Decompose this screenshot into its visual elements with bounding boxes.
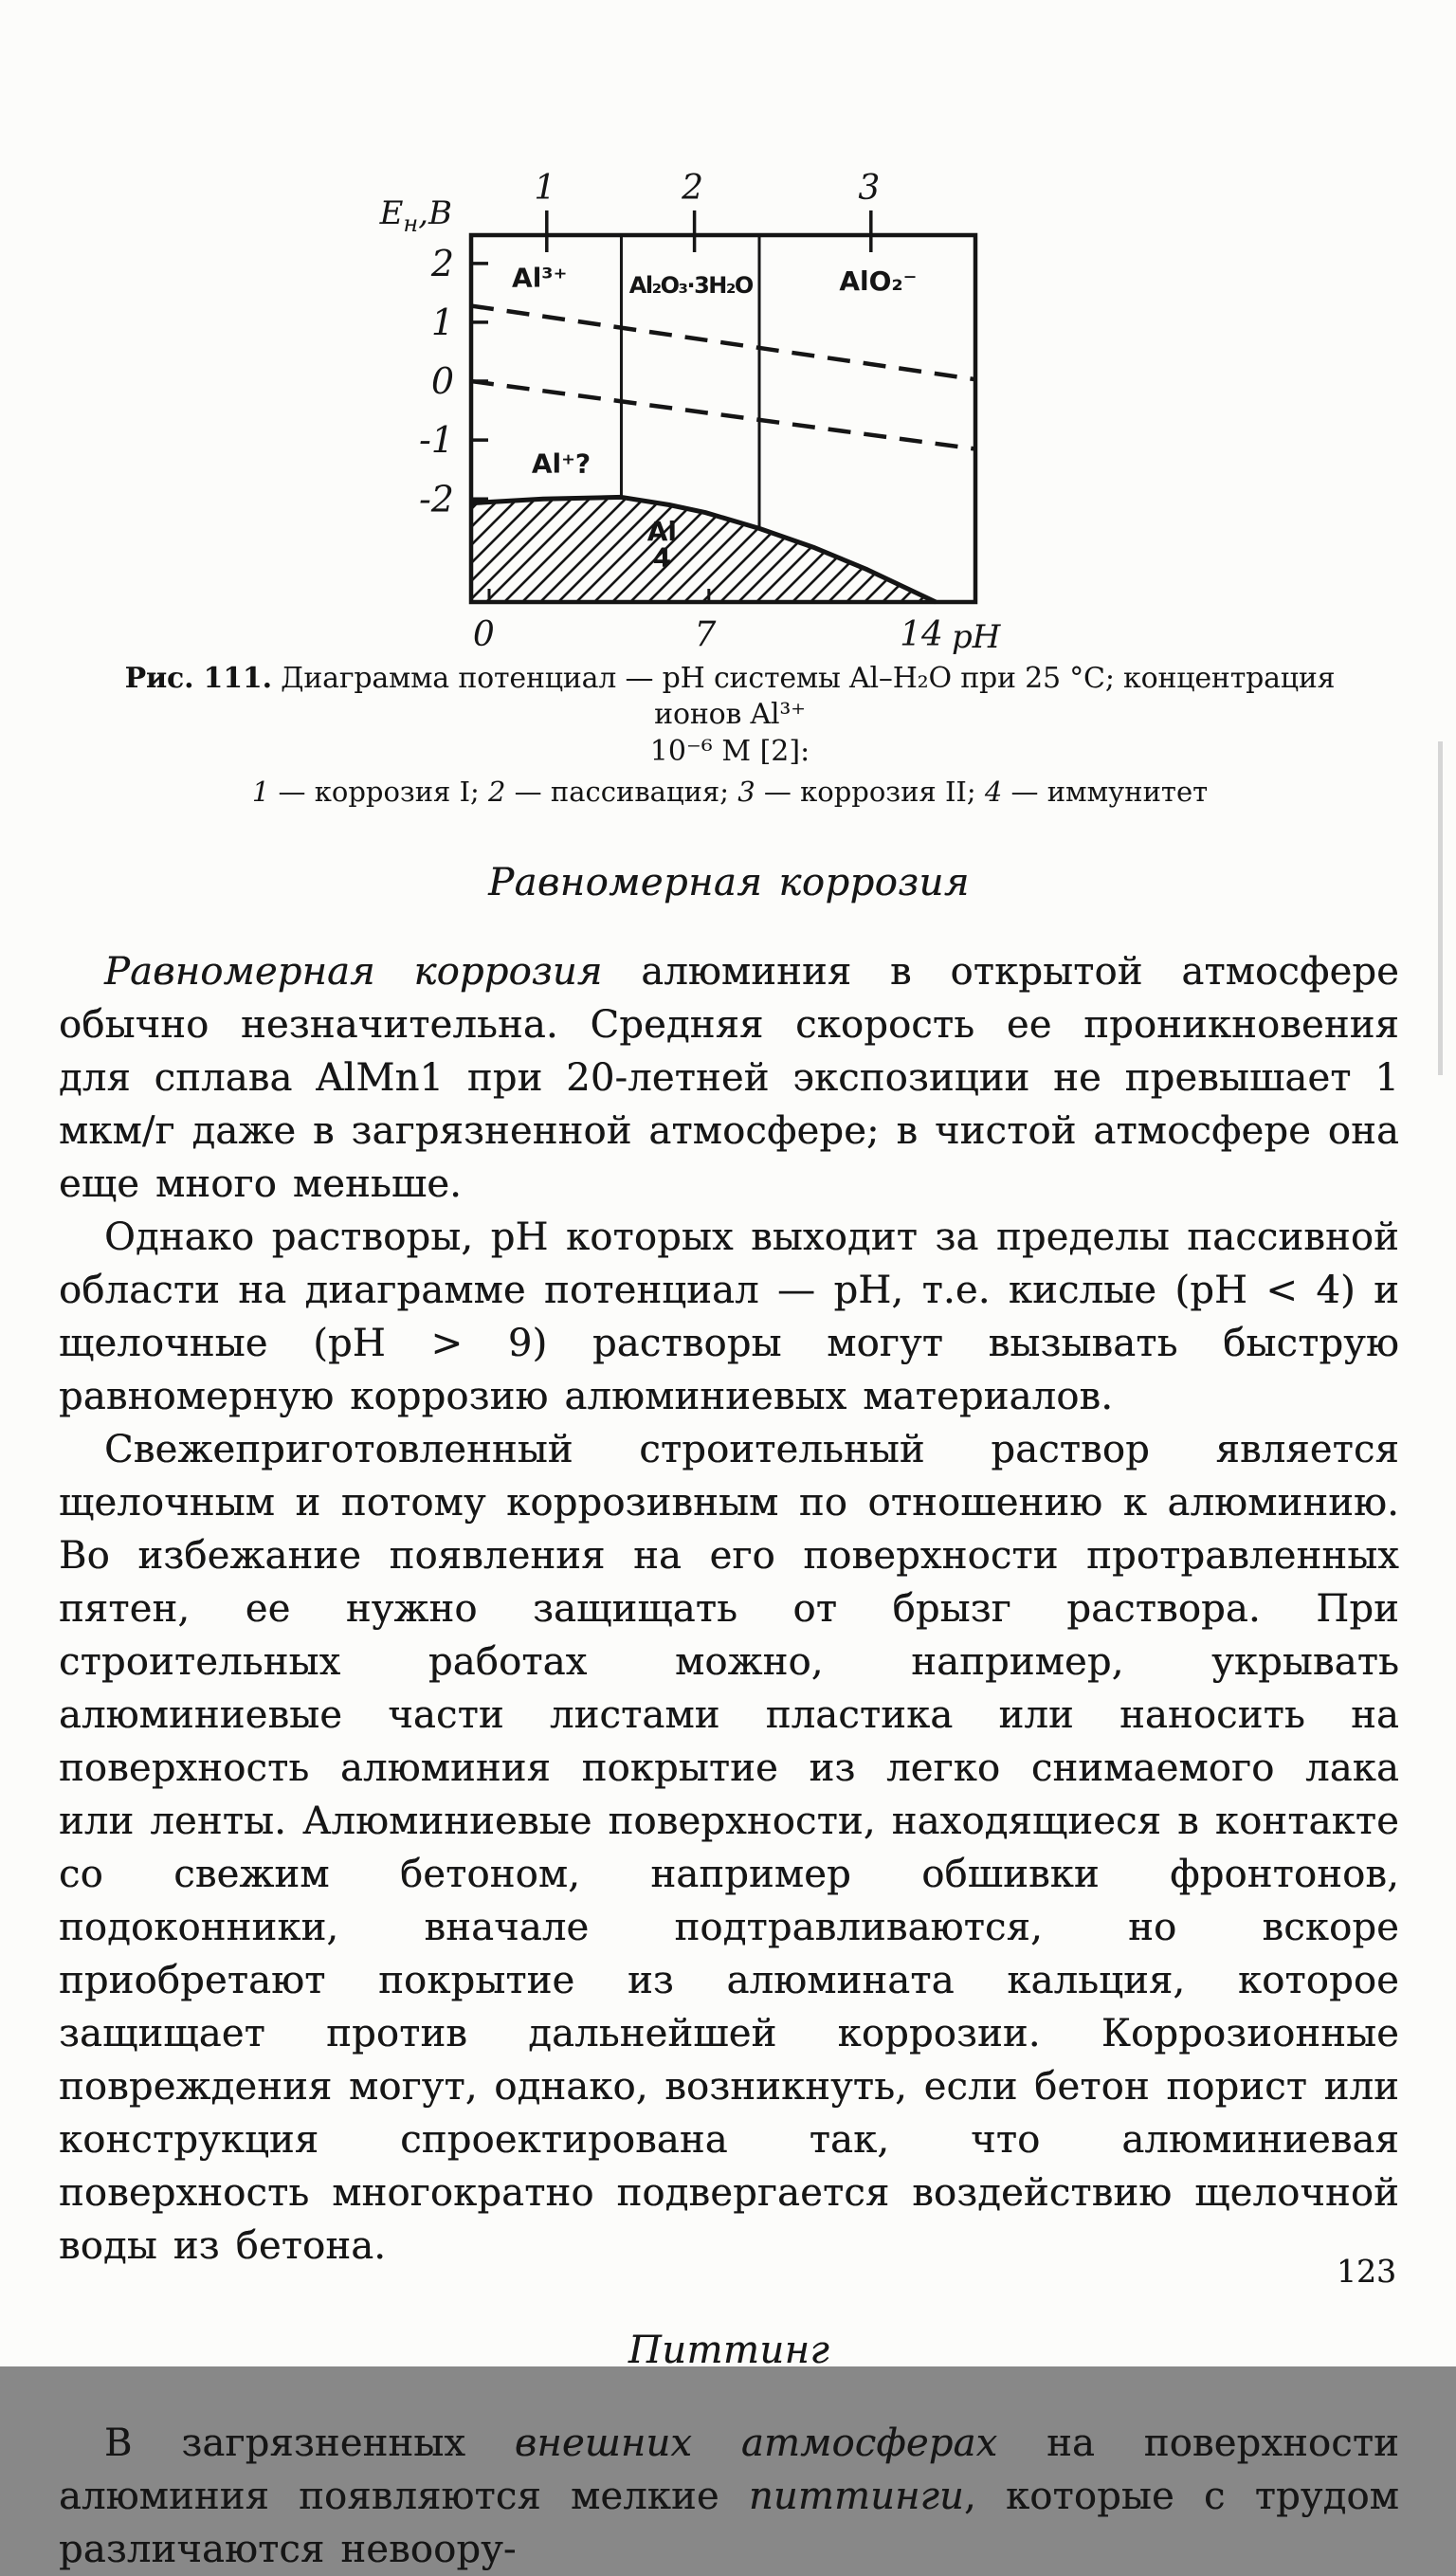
section-heading-pitting: Питтинг — [628, 2329, 830, 2372]
dashed-equilibrium-line — [471, 306, 975, 380]
page-number: 123 — [1337, 2253, 1396, 2290]
figure-caption-legend: 1 — коррозия I; 2 — пассивация; 3 — коррозия II; 4 — иммунитет — [251, 776, 1209, 808]
region-label: Al₂O₃·3H₂O — [628, 271, 753, 299]
body-paragraph: Равномерная коррозия алюминия в открытой атмосфере обычно незначительна. Средняя скорость ее проникновения для сплава AlMn1 при 20-летней экспозиции не превышает 1 мкм/г даже в загрязненной атмосфере; в чистой атмосфере она еще много меньше. — [59, 950, 1399, 1206]
x-tick-label: 0 — [472, 615, 495, 654]
y-tick-label: 2 — [430, 242, 454, 284]
potential-ph-diagram — [258, 164, 1064, 695]
body-paragraph: Свежеприготовленный строительный раствор является щелочным и потому коррозивным по отношению к алюминию. Во избежание появления на его поверхности протравленных пятен, ее нужно защищать от брызг раствора. При строительных работах можно, например, укрывать алюминиевые части листами пластика или наносить на поверхность алюминия покрытие из легко снимаемого лака или ленты. Алюминиевые поверхности, находящиеся в контакте со свежим бетоном, например обшивки фронтонов, подоконники, вначале подтравливаются, но вскоре приобретают покрытие из алюмината кальция, которое защищает против дальнейшей коррозии. Коррозионные повреждения могут, однако, возникнуть, если бетон порист или конструкция спроектирована так, что алюминиевая поверхность многократно подвергается воздействию щелочной воды из бетона. — [59, 1428, 1399, 2268]
dashed-equilibrium-line — [471, 381, 975, 448]
region-label: Al — [646, 515, 678, 547]
x-axis-label: pH — [952, 618, 1001, 656]
section-heading-uniform-corrosion: Равномерная коррозия — [488, 861, 970, 904]
region-label: AlO₂⁻ — [839, 265, 918, 297]
x-tick-label: 7 — [694, 615, 717, 654]
region-label: Al⁺? — [531, 448, 592, 480]
region-label: 4 — [652, 541, 672, 574]
region-label: Al³⁺ — [512, 262, 568, 294]
y-tick-label: 0 — [430, 360, 454, 403]
figure-caption — [83, 661, 1376, 809]
x-tick-label: 14 — [900, 615, 943, 654]
figure-111 — [258, 164, 1064, 695]
body-paragraph: Однако растворы, pH которых выходит за пределы пассивной области на диаграмме потенциал — pH, т.е. кислые (pH < 4) и щелочные (pH > 9) растворы могут вызывать быструю равномерную коррозию алюминиевых материалов. — [59, 1215, 1399, 1418]
y-tick-label: -2 — [418, 478, 454, 521]
page-body — [59, 856, 1399, 2576]
zone-number-label: 1 — [534, 169, 556, 208]
figure-caption-title: Рис. 111. Диаграмма потенциал — pH системы Al–H₂O при 25 °С; концентрация ионов Al³⁺ — [124, 662, 1336, 731]
body-paragraph: В загрязненных внешних атмосферах на поверхности алюминия появляются мелкие питтинги, которые с трудом различаются невоору- — [59, 2421, 1400, 2571]
y-tick-label: -1 — [418, 419, 454, 462]
figure-caption-concentration: 10⁻⁶ М [2]: — [649, 735, 810, 768]
zone-number-label: 2 — [682, 169, 704, 208]
zone-number-label: 3 — [858, 169, 881, 208]
scan-edge-artifact — [1438, 741, 1443, 1075]
y-tick-label: 1 — [430, 301, 454, 343]
y-axis-label: $Е_н,В$ — [379, 194, 452, 237]
